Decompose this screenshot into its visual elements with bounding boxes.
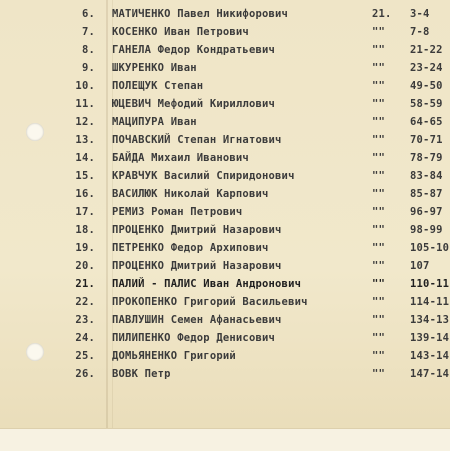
- row-mark: "": [372, 224, 386, 236]
- row-name: ПАЛИЙ - ПАЛИС Иван Андронович: [112, 278, 302, 290]
- list-row: [0, 278, 450, 292]
- list-row: [0, 332, 450, 346]
- row-pages: 114-11: [410, 296, 450, 308]
- row-number: 7.: [81, 26, 95, 38]
- row-name: ВОВК Петр: [112, 368, 171, 380]
- list-row: [0, 8, 450, 22]
- list-row: [0, 368, 450, 382]
- list-row: [0, 134, 450, 148]
- row-number: 20.: [75, 260, 95, 272]
- row-name: КРАВЧУК Василий Спиридонович: [112, 170, 295, 182]
- row-mark: "": [372, 152, 386, 164]
- row-mark: "": [372, 80, 386, 92]
- row-number: 22.: [75, 296, 95, 308]
- row-pages: 107: [410, 260, 430, 272]
- row-pages: 134-13: [410, 314, 450, 326]
- row-pages: 21-22: [410, 44, 443, 56]
- row-name: ПОЧАВСКИЙ Степан Игнатович: [112, 134, 282, 146]
- list-row: [0, 188, 450, 202]
- list-row: [0, 116, 450, 130]
- row-name: МАЦИПУРА Иван: [112, 116, 197, 128]
- row-number: 14.: [75, 152, 95, 164]
- row-mark: 21.: [372, 8, 392, 20]
- row-number: 24.: [75, 332, 95, 344]
- list-row: [0, 206, 450, 220]
- row-mark: "": [372, 332, 386, 344]
- list-row: [0, 80, 450, 94]
- row-name: ЮЦЕВИЧ Мефодий Кириллович: [112, 98, 276, 110]
- row-mark: "": [372, 368, 386, 380]
- row-number: 18.: [75, 224, 95, 236]
- row-number: 8.: [81, 44, 95, 56]
- row-number: 19.: [75, 242, 95, 254]
- row-pages: 110-11: [410, 278, 450, 290]
- row-pages: 49-50: [410, 80, 443, 92]
- row-mark: "": [372, 296, 386, 308]
- row-pages: 83-84: [410, 170, 443, 182]
- row-name: ПИЛИПЕНКО Федор Денисович: [112, 332, 276, 344]
- row-pages: 147-14: [410, 368, 450, 380]
- row-mark: "": [372, 116, 386, 128]
- list-row: [0, 62, 450, 76]
- row-mark: "": [372, 62, 386, 74]
- list-row: [0, 242, 450, 256]
- row-pages: 85-87: [410, 188, 443, 200]
- row-name: ГАНЕЛА Федор Кондратьевич: [112, 44, 276, 56]
- row-name: ДОМЬЯНЕНКО Григорий: [112, 350, 236, 362]
- row-pages: 23-24: [410, 62, 443, 74]
- list-row: [0, 350, 450, 364]
- list-row: [0, 224, 450, 238]
- row-pages: 139-14: [410, 332, 450, 344]
- row-name: ПОЛЕЩУК Степан: [112, 80, 204, 92]
- row-mark: "": [372, 134, 386, 146]
- row-name: БАЙДА Михаил Иванович: [112, 152, 249, 164]
- row-pages: 96-97: [410, 206, 443, 218]
- list-row: [0, 44, 450, 58]
- row-name: ШКУРЕНКО Иван: [112, 62, 197, 74]
- row-number: 16.: [75, 188, 95, 200]
- row-mark: "": [372, 206, 386, 218]
- row-number: 13.: [75, 134, 95, 146]
- row-mark: "": [372, 350, 386, 362]
- row-mark: "": [372, 314, 386, 326]
- row-number: 12.: [75, 116, 95, 128]
- row-number: 9.: [81, 62, 95, 74]
- row-name: КОСЕНКО Иван Петрович: [112, 26, 249, 38]
- row-pages: 7-8: [410, 26, 430, 38]
- list-row: [0, 314, 450, 328]
- row-name: ПРОЦЕНКО Дмитрий Назарович: [112, 224, 282, 236]
- row-number: 10.: [75, 80, 95, 92]
- row-number: 25.: [75, 350, 95, 362]
- row-mark: "": [372, 188, 386, 200]
- list-row: [0, 296, 450, 310]
- row-name: ПЕТРЕНКО Федор Архипович: [112, 242, 269, 254]
- list-row: [0, 98, 450, 112]
- row-pages: 58-59: [410, 98, 443, 110]
- row-number: 23.: [75, 314, 95, 326]
- row-pages: 70-71: [410, 134, 443, 146]
- row-pages: 98-99: [410, 224, 443, 236]
- row-mark: "": [372, 242, 386, 254]
- row-mark: "": [372, 170, 386, 182]
- row-number: 26.: [75, 368, 95, 380]
- row-name: ПАВЛУШИН Семен Афанасьевич: [112, 314, 282, 326]
- row-mark: "": [372, 98, 386, 110]
- row-mark: "": [372, 44, 386, 56]
- row-pages: 105-10: [410, 242, 450, 254]
- row-number: 21.: [75, 278, 95, 290]
- list-row: [0, 26, 450, 40]
- row-name: ВАСИЛЮК Николай Карпович: [112, 188, 269, 200]
- row-name: МАТИЧЕНКО Павел Никифорович: [112, 8, 289, 20]
- row-pages: 143-14: [410, 350, 450, 362]
- row-mark: "": [372, 260, 386, 272]
- row-pages: 64-65: [410, 116, 443, 128]
- row-number: 15.: [75, 170, 95, 182]
- row-name: ПРОКОПЕНКО Григорий Васильевич: [112, 296, 308, 308]
- list-row: [0, 260, 450, 274]
- list-row: [0, 170, 450, 184]
- row-pages: 78-79: [410, 152, 443, 164]
- row-number: 11.: [75, 98, 95, 110]
- row-pages: 3-4: [410, 8, 430, 20]
- row-name: РЕМИЗ Роман Петрович: [112, 206, 243, 218]
- row-number: 6.: [81, 8, 95, 20]
- page-bottom-edge: [0, 428, 450, 451]
- list-row: [0, 152, 450, 166]
- row-mark: "": [372, 26, 386, 38]
- row-number: 17.: [75, 206, 95, 218]
- row-mark: "": [372, 278, 386, 290]
- row-name: ПРОЦЕНКО Дмитрий Назарович: [112, 260, 282, 272]
